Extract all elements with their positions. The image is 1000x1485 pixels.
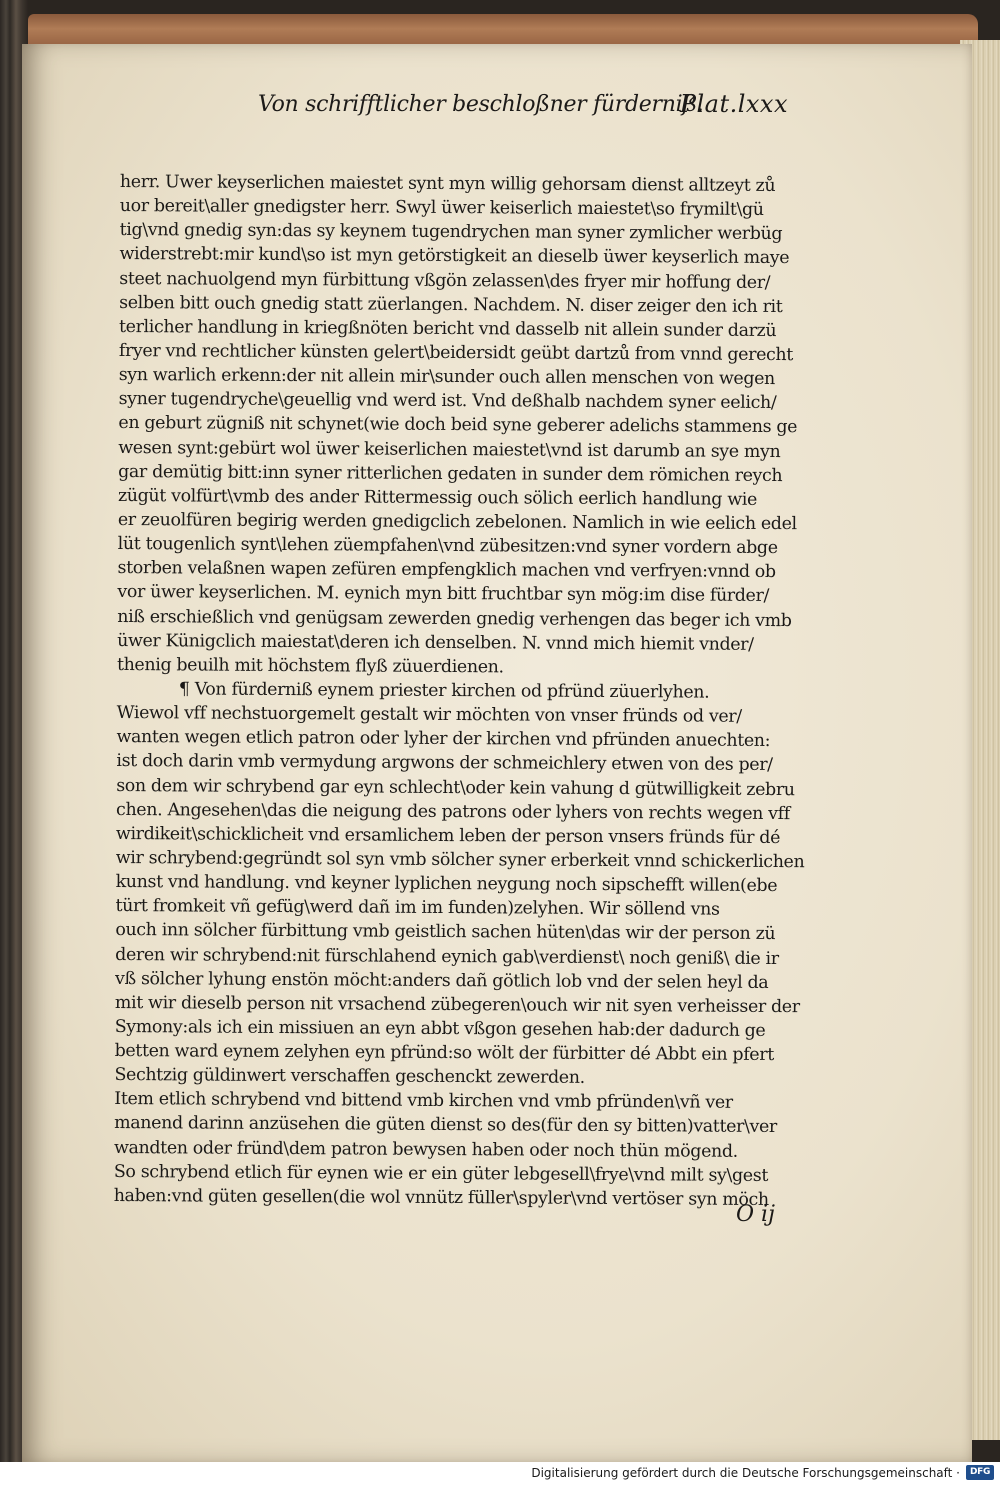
text-line: betten ward eynem zelyhen eyn pfründ:so wölt der fürbitter dé Abbt ein pfert	[114, 1041, 774, 1066]
text-line: en geburt zügniß nit schynet(wie doch beid syne geberer adelichs stammens ge	[118, 413, 798, 438]
text-line: üwer Künigclich maiestat\deren ich denselben. N. vnnd mich hiemit vnder/	[117, 630, 754, 655]
text-line: niß erschießlich vnd genügsam zewerden gnedig verhengen das beger ich vmb	[117, 606, 792, 631]
text-line: Item etlich schrybend vnd bittend vmb kirchen vnd vmb pfründen\vñ ver	[114, 1089, 733, 1114]
funding-notice: Digitalisierung gefördert durch die Deutsche Forschungsgemeinschaft ·	[531, 1466, 960, 1480]
text-line: syn warlich erkenn:der nit allein mir\sunder ouch allen menschen von wegen	[118, 365, 776, 390]
text-line: kunst vnd handlung. vnd keyner lyplichen neygung noch sipschefft willen(ebe	[115, 872, 778, 897]
text-line: ¶ Von fürderniß eynem priester kirchen od pfründ züuerlyhen.	[178, 679, 710, 703]
text-block	[113, 170, 805, 1212]
text-line: deren wir schrybend:nit fürschlahend eynich gab\verdienst\ noch geniß\ die ir	[115, 944, 779, 969]
text-line: steet nachuolgend myn fürbittung vßgön zelassen\des fryer mir hoffung der/	[119, 268, 771, 293]
text-line: son dem wir schrybend gar eyn schlecht\oder kein vahung d gütwilligkeit zebru	[116, 775, 795, 800]
text-line: widerstrebt:mir kund\so ist myn getörstigkeit an dieselb üwer keyserlich maye	[119, 244, 790, 269]
folio-number: Plat.lxxx	[679, 90, 788, 118]
text-line: türt fromkeit vñ gefüg\werd dañ im im funden)zelyhen. Wir söllend vns	[115, 896, 720, 920]
text-line: lüt tougenlich synt\lehen züempfahen\vnd zübesitzen:vnd syner vordern abge	[117, 534, 778, 559]
text-line: Symony:als ich ein missiuen an eyn abbt vßgon gesehen hab:der dadurch ge	[114, 1016, 766, 1041]
text-line: fryer vnd rechtlicher künsten gelert\beidersidt geübt dartzů from vnnd gerecht	[118, 340, 793, 366]
text-line: storben velaßnen wapen zefüren empfengklich machen vnd verfryen:vnnd ob	[117, 558, 776, 583]
text-line: vor üwer keyserlichen. M. eynich myn bitt fruchtbar syn mög:im dise fürder/	[117, 582, 770, 607]
text-line: wesen synt:gebürt wol üwer keiserlichen maiestet\vnd ist darumb an sye myn	[118, 437, 781, 462]
text-line: tig\vnd gnedig syn:das sy keynem tugendrychen man syner zymlicher werbüg	[119, 220, 783, 245]
text-line: wir schrybend:gegründt sol syn vmb sölcher syner erberkeit vnnd schickerlichen	[115, 847, 805, 873]
text-line: uor bereit\aller gnedigster herr. Swyl üwer keiserlich maiestet\so frymilt\gü	[119, 196, 764, 221]
text-line: So schrybend etlich für eynen wie er ein güter lebgesell\frye\vnd milt sy\gest	[113, 1161, 769, 1186]
text-line: er zeuolfüren begirig werden gnedigclich zebelonen. Namlich in wie eelich edel	[117, 509, 797, 535]
text-line: Sechtzig güldinwert verschaffen geschenckt zewerden.	[114, 1065, 585, 1089]
signature-mark: O ij	[736, 1202, 775, 1227]
page-header	[228, 88, 788, 128]
text-line: Wiewol vff nechstuorgemelt gestalt wir möchten von vnser fründs od ver/	[116, 703, 742, 727]
text-line: mit wir dieselb person nit vrsachend zübegeren\ouch wir nit syen verheisser der	[114, 992, 800, 1017]
dfg-logo: DFG	[966, 1465, 994, 1480]
text-line: wandten oder fründ\dem patron bewysen haben oder noch thün mögend.	[113, 1137, 738, 1162]
text-line: ouch inn sölcher fürbittung vmb geistlich sachen hüten\das wir der person zü	[115, 920, 776, 945]
running-title: Von schrifftlicher beschloßner fürderniß.	[258, 92, 704, 117]
text-line: haben:vnd güten gesellen(die wol vnnütz füller\spyler\vnd vertöser syn möch	[113, 1185, 769, 1210]
text-line: gar demütig bitt:inn syner ritterlichen gedaten in sunder dem römichen reych	[118, 461, 783, 486]
text-line: terlicher handlung in kriegßnöten bericht vnd dasselb nit allein sunder darzü	[118, 316, 777, 341]
text-line: wirdikeit\schicklicheit vnd ersamlichem leben der person vnsers fründs für dé	[115, 823, 781, 848]
text-line: selben bitt ouch gnedig statt züerlangen. Nachdem. N. diser zeiger den ich rit	[119, 292, 783, 317]
text-line: syner tugendryche\geuellig vnd werd ist. Vnd deßhalb nachdem syner eelich/	[118, 389, 777, 414]
text-line: wanten wegen etlich patron oder lyher der kirchen vnd pfründen anuechten:	[116, 727, 771, 752]
text-line: thenig beuilh mit höchstem flyß züuerdienen.	[116, 654, 504, 678]
footer-bar	[0, 1462, 1000, 1485]
text-line: zügüt volfürt\vmb des ander Rittermessig ouch sölich eerlich handlung wie	[117, 485, 758, 510]
text-line: chen. Angesehen\das die neigung des patrons oder lyhers von rechts wegen vff	[116, 799, 790, 824]
text-line: herr. Uwer keyserlichen maiestet synt myn willig gehorsam dienst alltzeyt zů	[119, 171, 776, 197]
text-line: ist doch darin vmb vermydung argwons der schmeichlery etwen von des per/	[116, 751, 773, 776]
text-line: manend darinn anzüsehen die güten dienst so des(für den sy bitten)vatter\ver	[114, 1113, 777, 1138]
text-line: vß sölcher lyhung enstön möcht:anders dañ götlich lob vnd der selen heyl da	[114, 968, 769, 993]
